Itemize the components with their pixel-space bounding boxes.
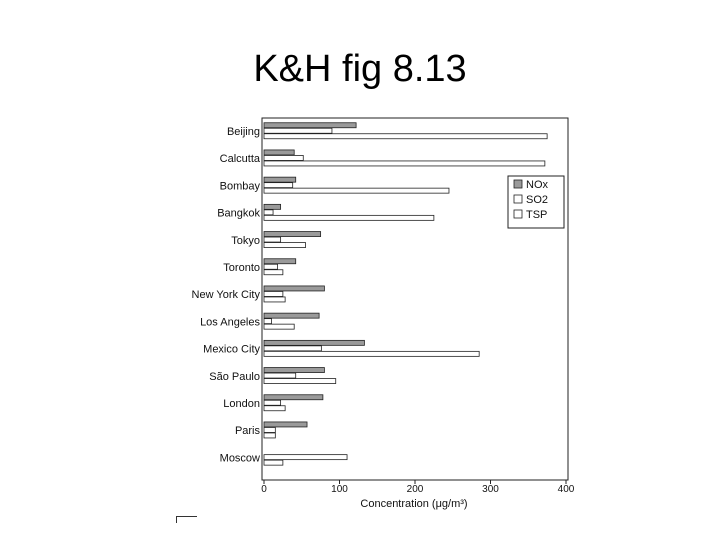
bar-so2-8 xyxy=(264,346,321,351)
category-label: Tokyo xyxy=(231,234,260,247)
bar-so2-6 xyxy=(264,291,283,296)
bar-so2-1 xyxy=(264,155,303,160)
bar-so2-3 xyxy=(264,210,273,215)
bar-nox-9 xyxy=(264,368,324,373)
x-axis-title: Concentration (μg/m³) xyxy=(360,498,468,510)
bar-so2-2 xyxy=(264,183,293,188)
bar-so2-0 xyxy=(264,128,332,133)
bar-so2-7 xyxy=(264,319,272,324)
bar-nox-3 xyxy=(264,204,281,209)
legend xyxy=(508,176,564,228)
bar-nox-5 xyxy=(264,259,296,264)
bar-tsp-7 xyxy=(264,324,294,329)
legend-label-2: TSP xyxy=(526,209,548,221)
category-label: Moscow xyxy=(219,452,260,465)
category-label: London xyxy=(223,398,260,410)
category-label: Bombay xyxy=(219,180,260,193)
corner-mark xyxy=(176,516,197,523)
bar-nox-1 xyxy=(264,150,294,155)
bar-tsp-0 xyxy=(264,134,547,139)
bar-nox-2 xyxy=(264,177,296,182)
bar-tsp-6 xyxy=(264,297,285,302)
legend-label-1: SO2 xyxy=(526,194,549,206)
slide-title: K&H fig 8.13 xyxy=(253,48,467,90)
bar-so2-4 xyxy=(264,237,281,242)
legend-swatch-2 xyxy=(514,210,522,218)
x-tick-label: 400 xyxy=(557,484,575,495)
bar-nox-7 xyxy=(264,313,319,318)
x-tick-label: 200 xyxy=(406,484,424,495)
category-label: Bangkok xyxy=(217,207,260,220)
bar-so2-10 xyxy=(264,400,281,405)
category-label: Toronto xyxy=(223,262,260,274)
category-label: New York City xyxy=(191,289,260,302)
legend-swatch-1 xyxy=(514,195,522,203)
legend-label-0: NOx xyxy=(526,179,548,191)
bar-tsp-12 xyxy=(264,460,283,465)
category-label: Paris xyxy=(234,425,260,438)
bar-tsp-9 xyxy=(264,379,336,384)
bar-nox-8 xyxy=(264,340,364,345)
bar-tsp-1 xyxy=(264,161,545,166)
bar-nox-0 xyxy=(264,123,356,128)
bar-tsp-4 xyxy=(264,243,306,248)
bar-so2-5 xyxy=(264,264,278,269)
bar-nox-11 xyxy=(264,422,307,427)
x-tick-label: 100 xyxy=(331,484,348,495)
category-label: Mexico City xyxy=(203,343,260,356)
category-label: Calcutta xyxy=(219,153,260,166)
category-label: São Paulo xyxy=(209,370,260,383)
legend-swatch-0 xyxy=(514,180,522,188)
bar-so2-11 xyxy=(264,427,275,432)
x-tick-label: 300 xyxy=(482,484,499,495)
bar-so2-9 xyxy=(264,373,296,378)
bar-nox-10 xyxy=(264,395,323,400)
bar-tsp-10 xyxy=(264,406,285,411)
x-tick-label: 0 xyxy=(261,484,267,495)
bar-tsp-11 xyxy=(264,433,275,438)
category-label: Beijing xyxy=(226,126,260,138)
bar-tsp-8 xyxy=(264,351,479,356)
plot-frame xyxy=(262,118,568,480)
bar-tsp-2 xyxy=(264,188,449,193)
bar-so2-12 xyxy=(264,455,347,460)
bar-nox-6 xyxy=(264,286,324,291)
x-axis-ticks xyxy=(261,480,575,495)
bars-layer xyxy=(264,123,547,465)
bar-nox-4 xyxy=(264,232,321,237)
bar-tsp-5 xyxy=(264,270,283,275)
category-label: Los Angeles xyxy=(200,316,260,329)
category-labels xyxy=(192,126,261,464)
bar-tsp-3 xyxy=(264,215,434,220)
